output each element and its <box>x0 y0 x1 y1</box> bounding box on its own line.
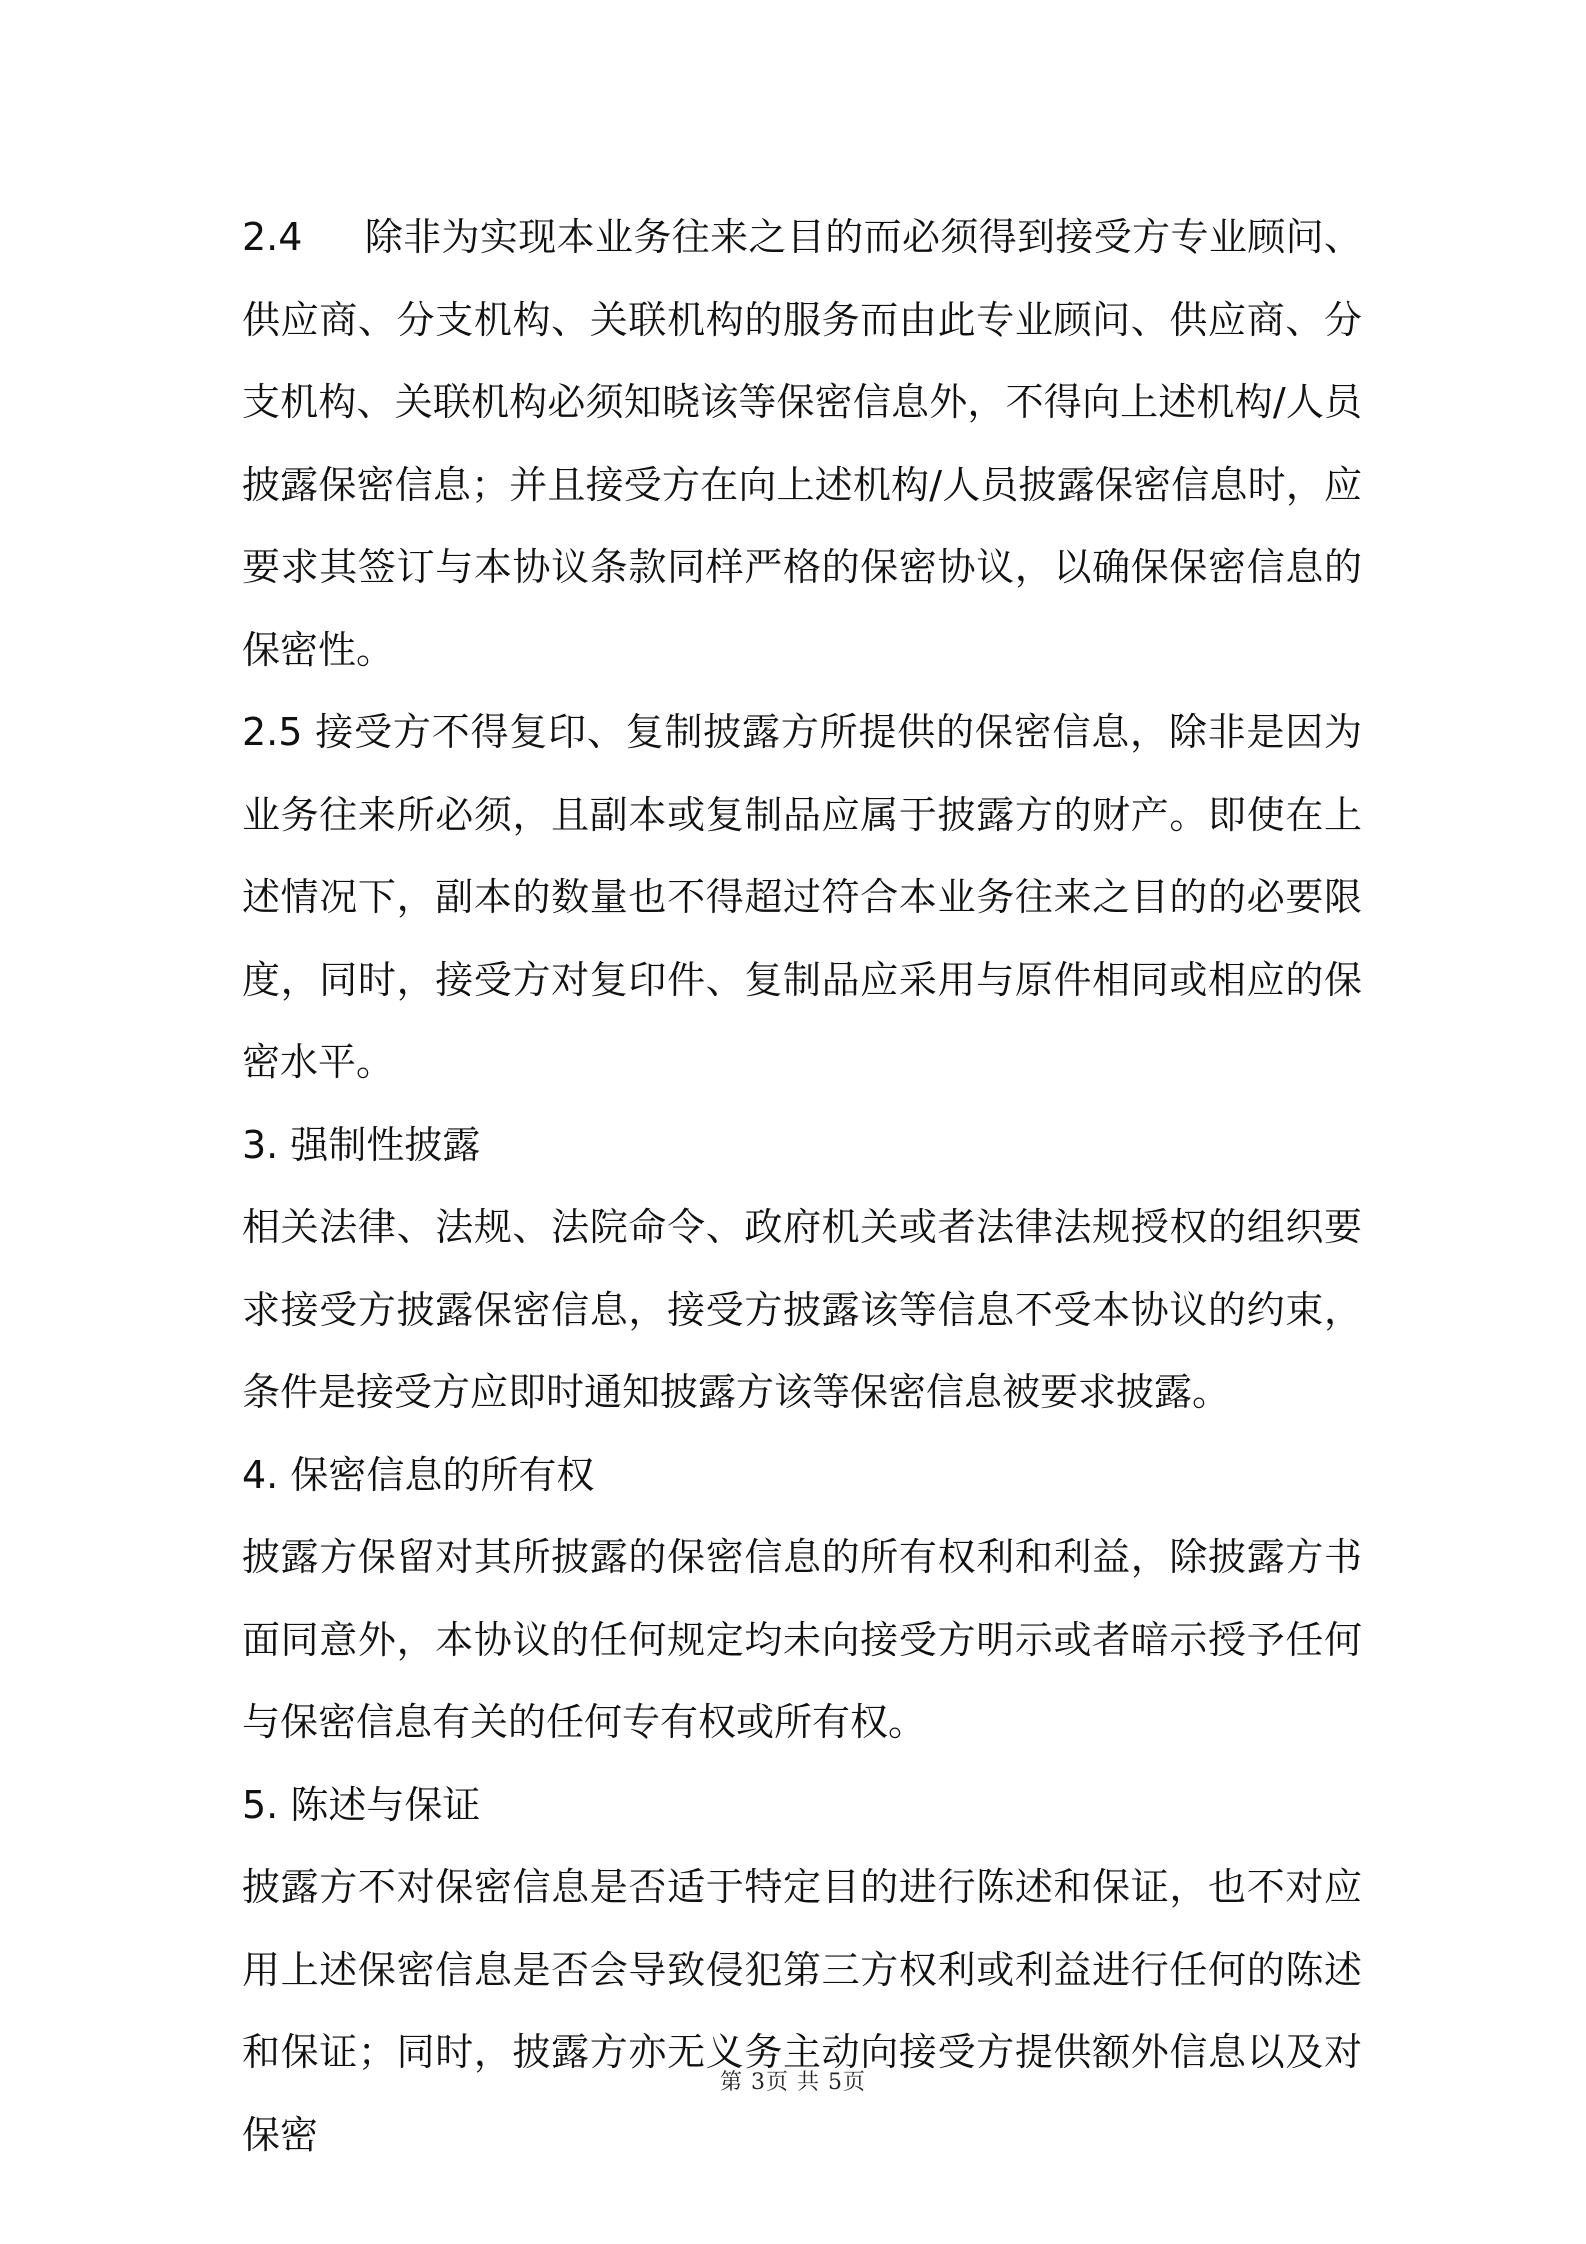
section-4-heading: 4. 保密信息的所有权 <box>242 1452 595 1497</box>
section-5-text: 披露方不对保密信息是否适于特定目的进行陈述和保证，也不对应用上述保密信息是否会导致侵犯第三方权利或利益进行任何的陈述和保证；同时，披露方亦无义务主动向接受方提供额外信息以及对保密 <box>242 1865 1362 2157</box>
page-number-footer: 第 3页 共 5页 <box>720 2070 866 2095</box>
section-3-text: 相关法律、法规、法院命令、政府机关或者法律法规授权的组织要求接受方披露保密信息，接受方披露该等信息不受本协议的约束，条件是接受方应即时通知披露方该等保密信息被要求披露。 <box>242 1205 1362 1414</box>
clause-2-5: 2.5 接受方不得复印、复制披露方所提供的保密信息，除非是因为业务往来所必须，且副本或复制品应属于披露方的财产。即使在上述情况下，副本的数量也不得超过符合本业务往来之目的的必要限度，同时，接受方对复印件、复制品应采用与原件相同或相应的保密水平。 <box>242 710 1362 1084</box>
section-3-heading: 3. 强制性披露 <box>242 1122 481 1167</box>
section-5-heading: 5. 陈述与保证 <box>242 1782 481 1827</box>
document-body <box>242 196 1362 2176</box>
clause-2-4 <box>242 196 1362 691</box>
clause-2-4-text: 除非为实现本业务往来之目的而必须得到接受方专业顾问、供应商、分支机构、关联机构的服务而由此专业顾问、供应商、分支机构、关联机构必须知晓该等保密信息外，不得向上述机构/人员披露保密信息；并且接受方在向上述机构/人员披露保密信息时，应要求其签订与本协议条款同样严格的保密协议，以确保保密信息的保密性。 <box>242 215 1362 672</box>
clause-2-4-number: 2.4 <box>242 215 303 259</box>
section-4-text: 披露方保留对其所披露的保密信息的所有权利和利益，除披露方书面同意外，本协议的任何规定均未向接受方明示或者暗示授予任何与保密信息有关的任何专有权或所有权。 <box>242 1535 1362 1744</box>
